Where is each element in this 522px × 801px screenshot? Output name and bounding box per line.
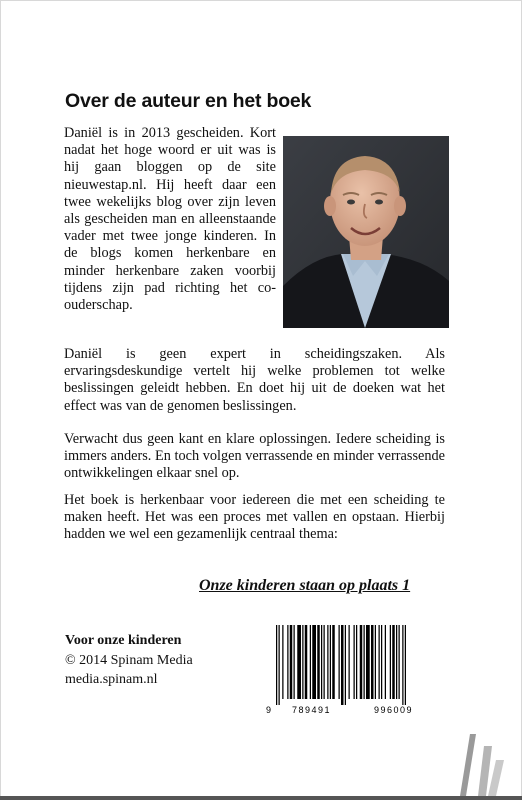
barcode-bar [317, 625, 320, 699]
colophon-title: Voor onze kinderen [65, 633, 182, 648]
barcode-bar [371, 625, 374, 699]
tagline: Onze kinderen staan op plaats 1 [199, 577, 411, 594]
publisher-logo-icon [448, 726, 508, 796]
paragraph-expectations: Verwacht dus geen kant en klare oplossingen. Iedere scheiding is immers anders. En toch volgen verrassende en minder verrassende ontwikkelingen elkaar snel op. [64, 431, 445, 482]
barcode-bar [405, 625, 406, 705]
barcode-bar [399, 625, 400, 699]
intro-continued-paragraph: Daniël is geen expert in scheidingszaken. Als ervaringsdeskundige vertelt hij welke problemen tot welke beslissingen geleidt hebben. En doet hij uit de doeken wat het effect was van de genomen beslissingen. [64, 346, 445, 414]
barcode-bar [366, 625, 370, 699]
author-photo [283, 136, 449, 328]
barcode-group-1: 789491 [292, 705, 332, 715]
barcode-bar [402, 625, 403, 705]
barcode-bar [297, 625, 301, 699]
barcode-bar [290, 625, 293, 699]
barcode-bar [354, 625, 355, 699]
barcode-bar [276, 625, 277, 705]
page-title: Over de auteur en het boek [65, 90, 312, 112]
paragraph-recognizable: Het boek is herkenbaar voor iedereen die met een scheiding te maken heeft. Het was een proces met vallen en opstaan. Hierbij hadden we wel een gezamenlijk centraal thema: [64, 492, 445, 543]
barcode-bar [345, 625, 346, 705]
barcode-bar [332, 625, 335, 699]
barcode-bar [324, 625, 325, 699]
bottom-bar [0, 796, 522, 800]
barcode-prefix: 9 [266, 705, 272, 715]
barcode-bar [321, 625, 322, 699]
barcode-bar [390, 625, 391, 699]
barcode-bar [310, 625, 311, 699]
barcode-bar [279, 625, 280, 705]
barcode-bar [360, 625, 363, 699]
colophon-website: media.spinam.nl [65, 672, 158, 687]
barcode-bar [392, 625, 395, 699]
barcode-bar [302, 625, 303, 699]
barcode-bar [327, 625, 328, 699]
barcode-bar [312, 625, 316, 699]
barcode-bar [379, 625, 380, 699]
barcode-bar [287, 625, 288, 699]
barcode-bar [385, 625, 386, 699]
barcode-bar [330, 625, 331, 699]
barcode-bar [375, 625, 376, 699]
barcode-bar [294, 625, 295, 699]
barcode-bar [349, 625, 350, 699]
isbn-barcode [262, 625, 448, 715]
intro-paragraph: Daniël is in 2013 gescheiden. Kort nadat het hoge woord er uit was is hij gaan bloggen op de site nieuwestap.nl. Hij heeft daar een twee wekelijks blog over zijn leven als gescheiden man en alleenstaande vader met twee jonge kinderen. In de blogs komen herkenbare en minder herkenbare zaken voorbij tijdens zijn pad richting het co-ouderschap. [64, 125, 276, 314]
colophon-publisher: © 2014 Spinam Media [65, 652, 193, 668]
barcode-bar [341, 625, 344, 705]
barcode-bar [396, 625, 397, 699]
barcode-bar [356, 625, 357, 699]
barcode-bar [339, 625, 340, 699]
barcode-bar [282, 625, 283, 699]
barcode-bar [381, 625, 382, 699]
barcode-bar [305, 625, 308, 699]
barcode-group-2: 996009 [374, 705, 414, 715]
barcode-bar [364, 625, 365, 699]
colophon [65, 631, 193, 690]
